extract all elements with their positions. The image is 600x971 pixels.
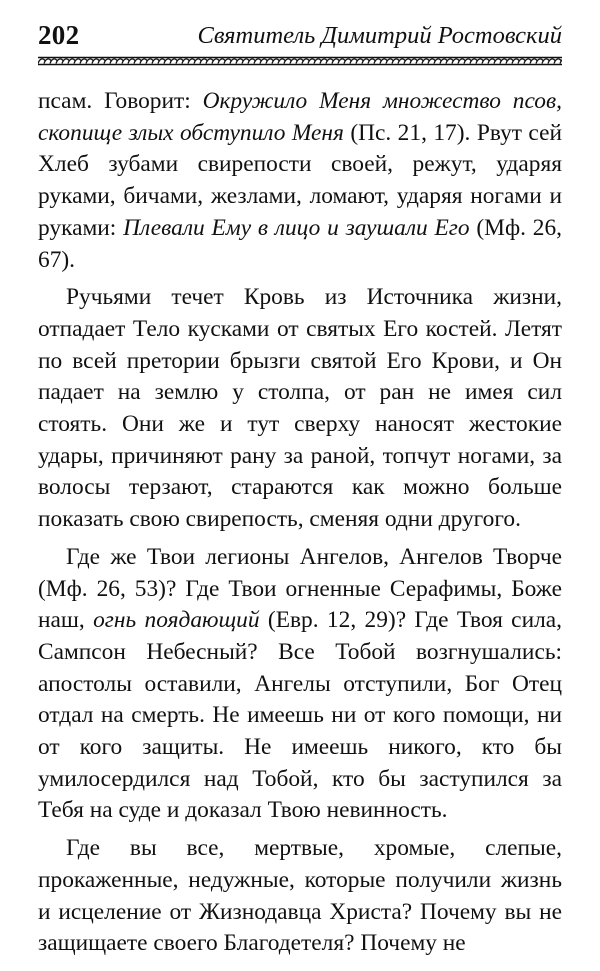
paragraph-4 (38, 833, 562, 960)
text-span: (Мф. 26, 67). (38, 214, 563, 273)
page-number: 202 (38, 20, 80, 50)
text-span: Ручьями течет Кровь из Источника жизни, отпадает Тело кусками от святых Его костей. Летят по всей претории брызги святой Его Крови, и Он падает на землю у столпа, от ран не имея сил стоять. Они же и тут сверху наносят жестокие удары, причиняют рану за раной, топчут ногами, за волосы терзают, стараются как можно больше показать свою свирепость, сменяя одни другого. (38, 284, 562, 533)
paragraph-2 (38, 282, 562, 536)
text-span: Где же Твои легионы Ангелов, Ангелов Творче (Мф. 26, 53)? Где Твои огненные Серафимы, Боже наш, (38, 543, 562, 634)
ornamental-rule (38, 56, 562, 66)
text-span: (Евр. 12, 29)? Где Твоя сила, Сампсон Небесный? Все Тобой возгнушались: апостолы оставили, Ангелы отступили, Бог Отец отдал на смерть. Не имеешь ни от кого помощи, ни от кого защиты. Не имеешь никого, кто бы умилосердился над Тобой, кто бы заступился за Тебя на суде и доказал Твою невинность. (38, 607, 562, 824)
body-text (38, 86, 562, 960)
quote-hebrews: огнь поядающий (93, 607, 260, 634)
text-span: (Пс. 21, 17). Рвут сей Хлеб зубами свирепости своей, режут, ударяя руками, бичами, жезлами, ломают, ударяя ногами и руками: (38, 119, 562, 241)
quote-matthew: Плевали Ему в лицо и заушали Его (123, 214, 470, 241)
running-title: Святитель Димитрий Ростовский (197, 22, 562, 49)
book-page (38, 0, 562, 971)
text-span: Где вы все, мертвые, хромые, слепые, прокаженные, недужные, которые получили жизнь и исцеление от Жизнодавца Христа? Почему вы не защищаете своего Благодетеля? Почему не (38, 835, 562, 957)
paragraph-1 (38, 86, 562, 276)
running-head (38, 20, 562, 50)
text-span: псам. Говорит: (38, 88, 203, 114)
paragraph-3 (38, 542, 562, 827)
quote-psalm: Окружило Меня множество псов, скопище злых обступило Меня (38, 88, 562, 146)
